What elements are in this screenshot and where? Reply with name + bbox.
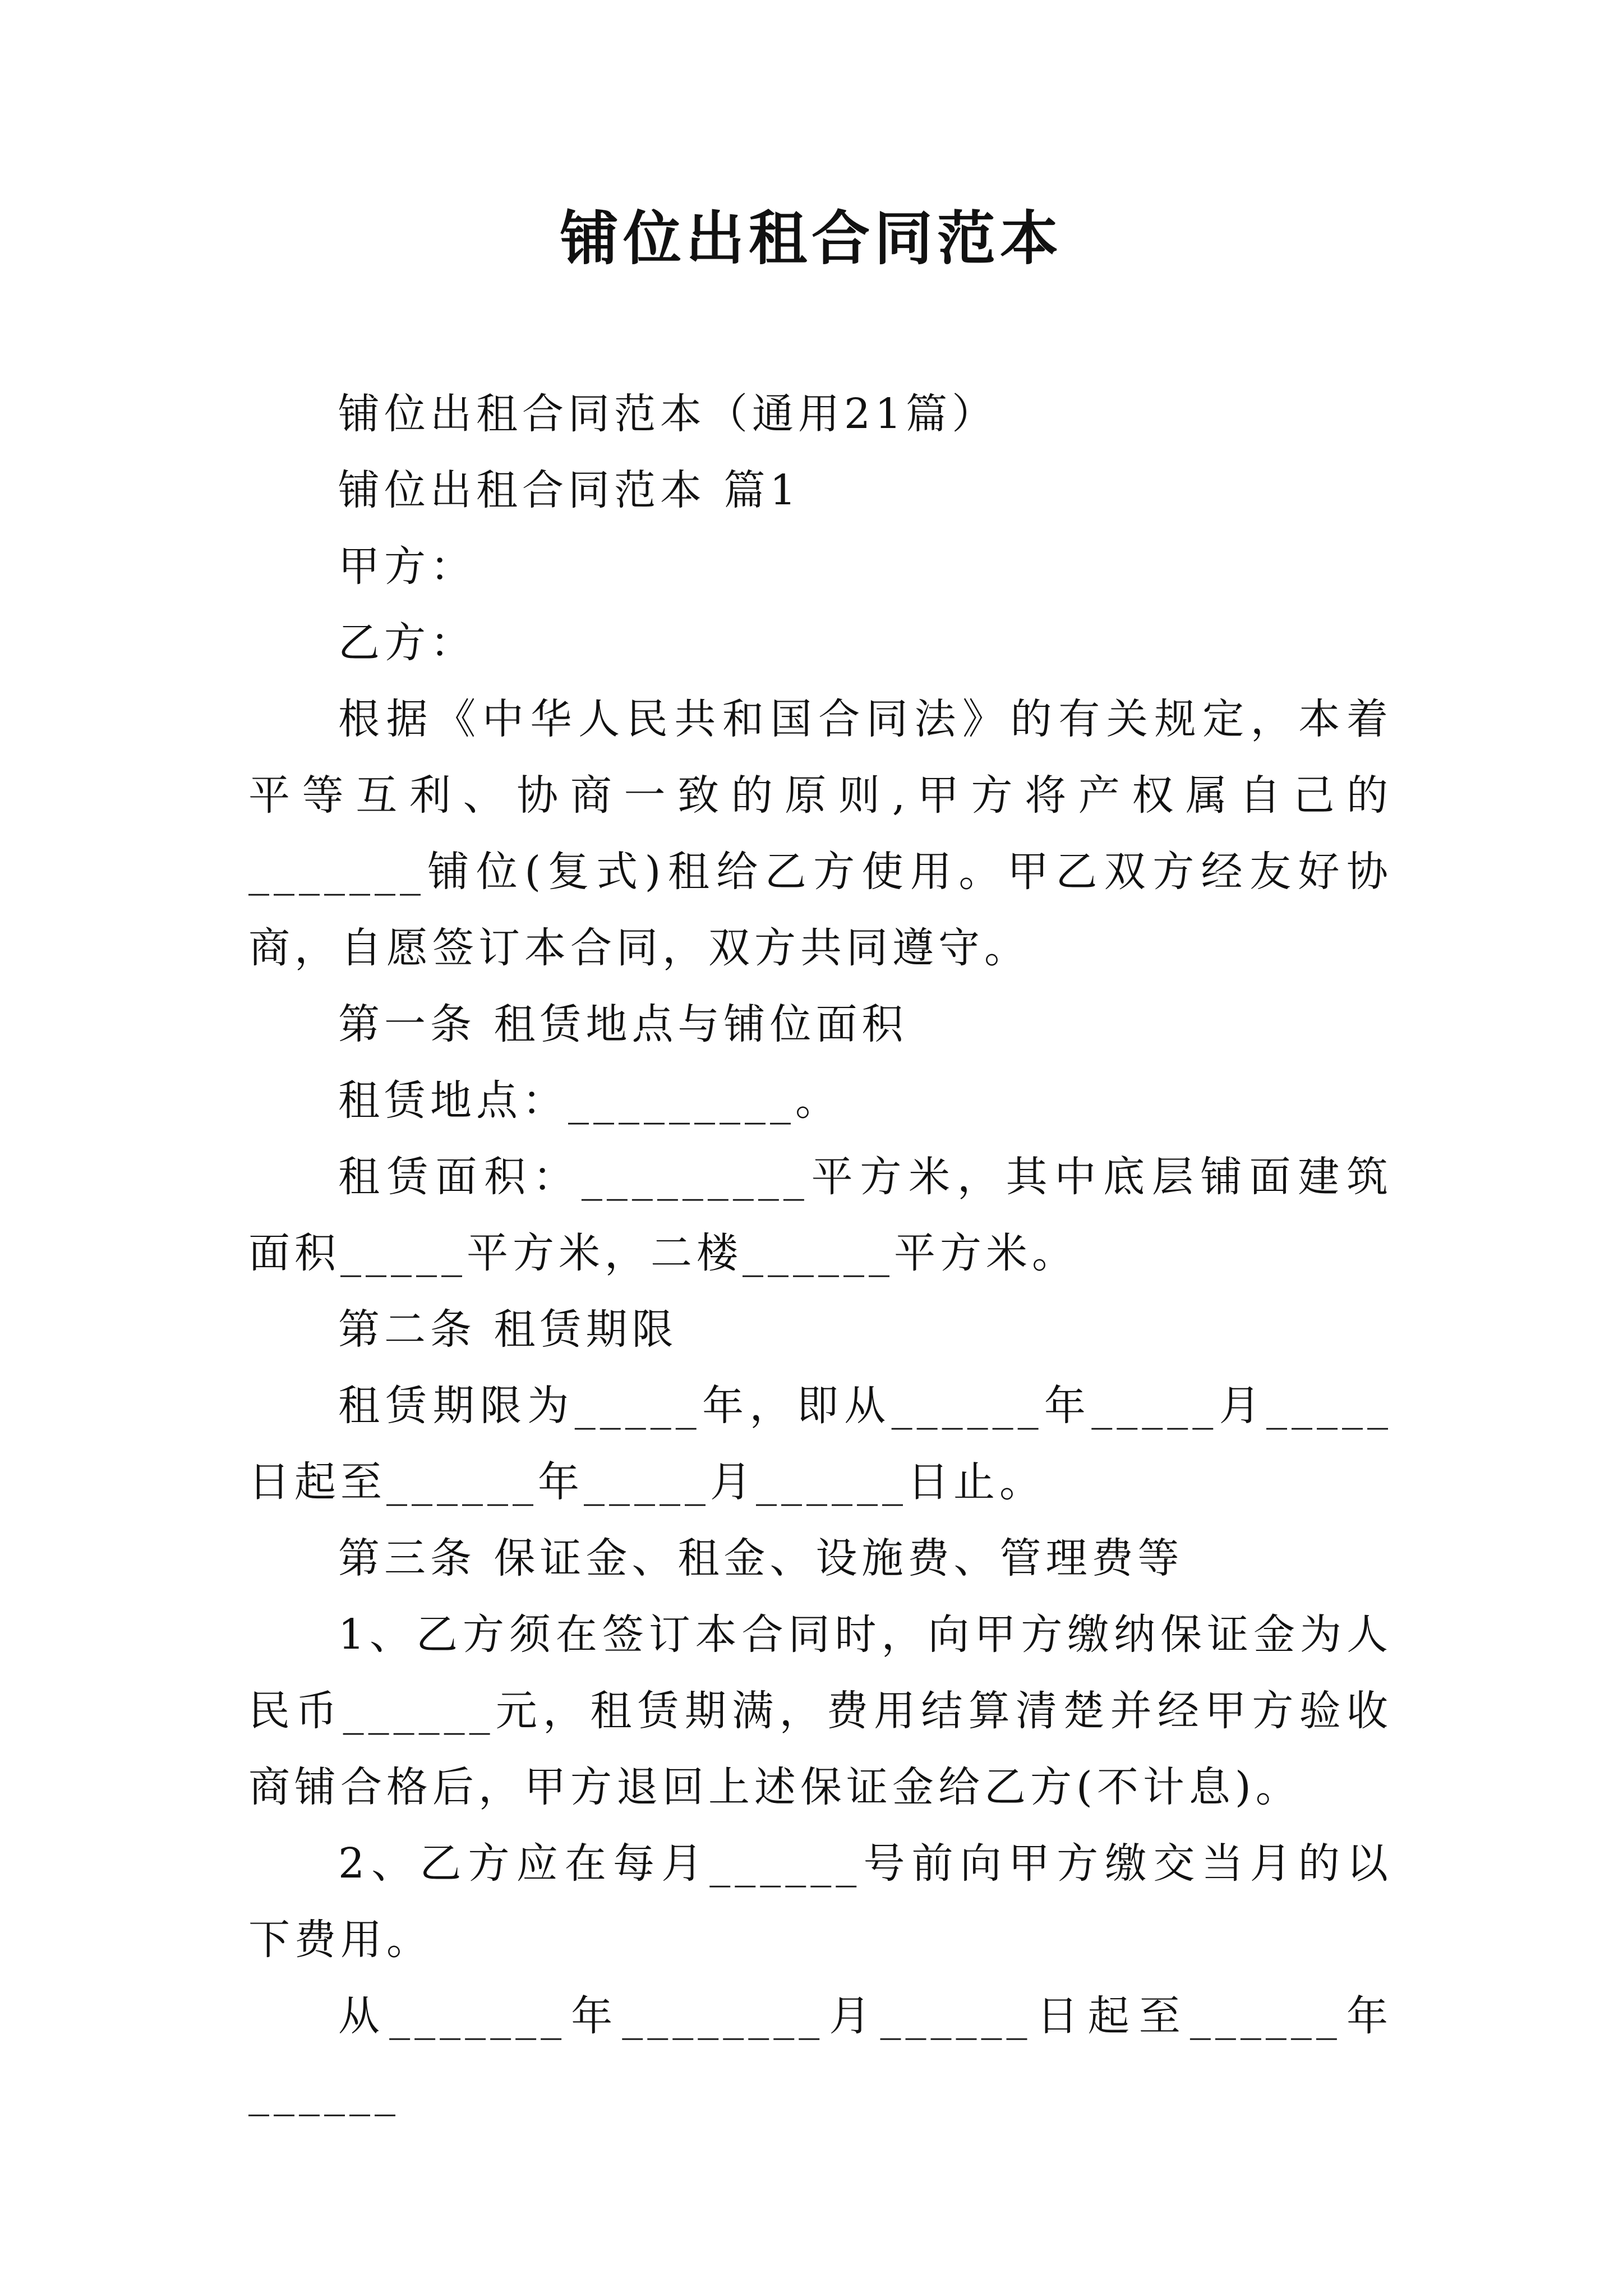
paragraph-party-b: 乙方： <box>338 619 476 667</box>
document-title: 铺位出租合同范本 <box>560 204 1063 273</box>
paragraph-article-1-heading: 第一条 租赁地点与铺位面积 <box>338 1000 908 1048</box>
document-body <box>248 376 1393 2131</box>
paragraph-preamble: 根据《中华人民共和国合同法》的有关规定，本着平等互利、协商一致的原则,甲方将产权属自己的_______铺位(复式)租给乙方使用。甲乙双方经友好协商，自愿签订本合同，双方共同遵守。 <box>248 695 1393 972</box>
paragraph-section-heading: 铺位出租合同范本 篇1 <box>338 466 801 514</box>
paragraph-lease-area: 租赁面积：_________平方米，其中底层铺面建筑面积_____平方米，二楼______平方米。 <box>248 1153 1393 1277</box>
paragraph-article-3-heading: 第三条 保证金、租金、设施费、管理费等 <box>338 1534 1184 1582</box>
paragraph-article-2-heading: 第二条 租赁期限 <box>338 1305 678 1354</box>
paragraph-subtitle: 铺位出租合同范本（通用21篇） <box>338 390 998 438</box>
paragraph-deposit-clause: 1、乙方须在签订本合同时，向甲方缴纳保证金为人民币______元，租赁期满，费用结算清楚并经甲方验收商铺合格后，甲方退回上述保证金给乙方(不计息)。 <box>248 1611 1393 1811</box>
paragraph-monthly-fee-clause: 2、乙方应在每月______号前向甲方缴交当月的以下费用。 <box>248 1839 1393 1964</box>
paragraph-fee-period: 从_______年________月______日起至______年______ <box>248 1992 1393 2116</box>
paragraph-lease-term: 租赁期限为_____年，即从______年_____月_____日起至______年_____月______日止。 <box>248 1382 1393 1506</box>
paragraph-party-a: 甲方： <box>338 542 476 591</box>
paragraph-lease-location: 租赁地点：_________。 <box>338 1076 841 1125</box>
